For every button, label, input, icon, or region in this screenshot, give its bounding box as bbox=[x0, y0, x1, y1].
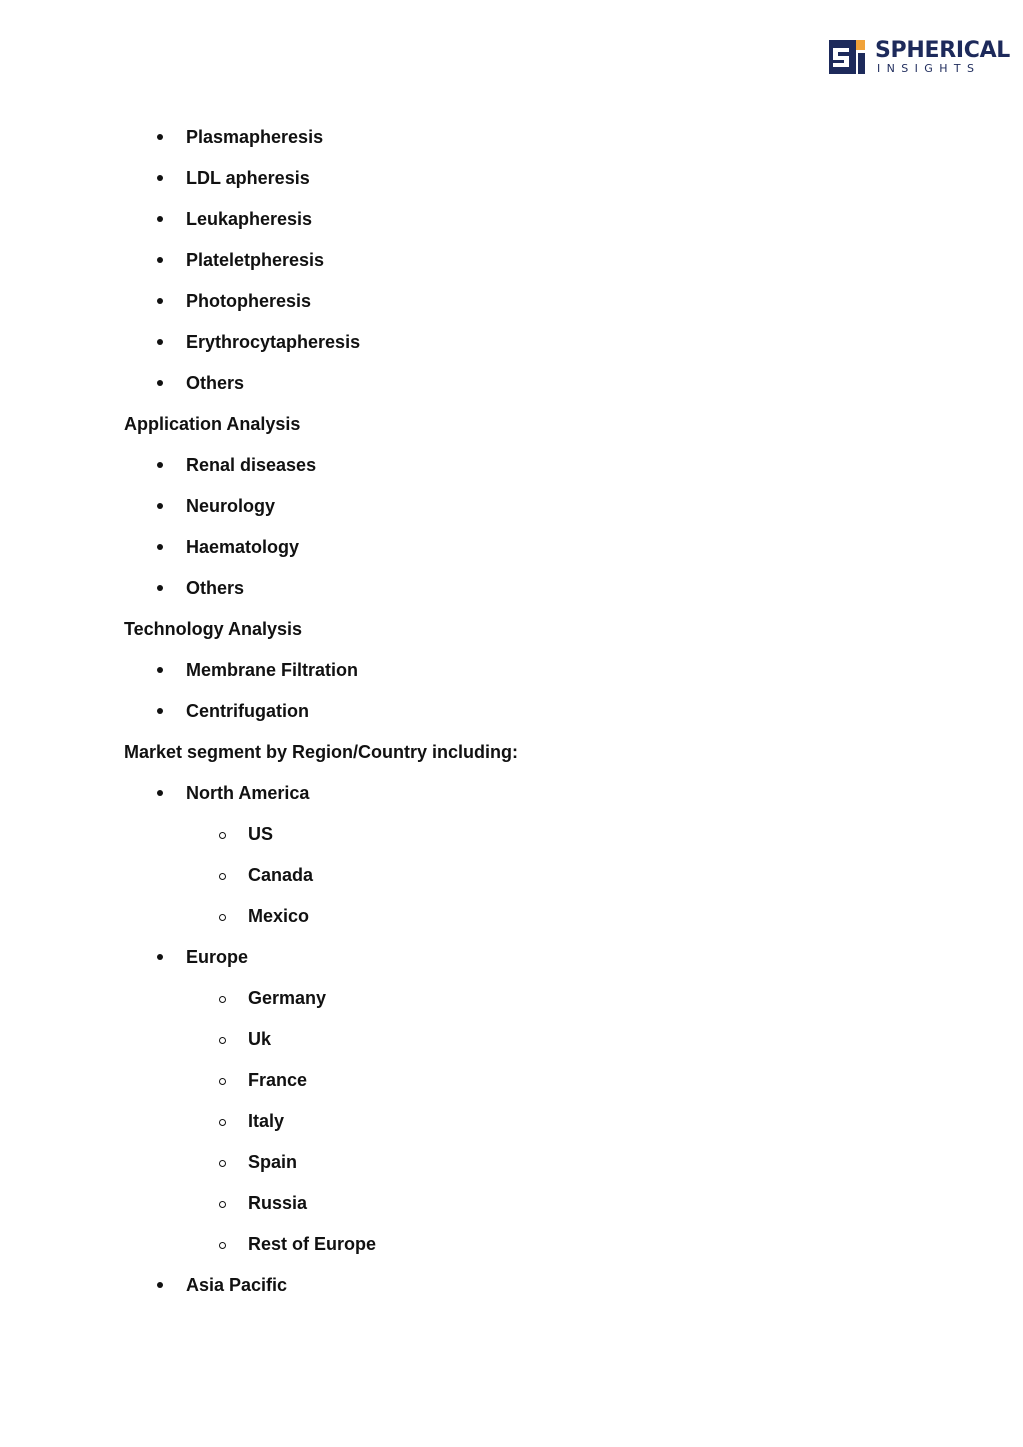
list-item: Plateletpheresis bbox=[186, 247, 324, 273]
logo-subtitle: INSIGHTS bbox=[877, 62, 981, 75]
bullet-icon bbox=[157, 216, 163, 222]
list-item: Plasmapheresis bbox=[186, 124, 323, 150]
list-item-asia-pacific: Asia Pacific bbox=[186, 1272, 287, 1298]
list-item-europe: Europe bbox=[186, 944, 248, 970]
circle-bullet-icon bbox=[219, 1037, 226, 1044]
list-item: Neurology bbox=[186, 493, 275, 519]
list-subitem: Russia bbox=[248, 1190, 307, 1216]
circle-bullet-icon bbox=[219, 1160, 226, 1167]
bullet-icon bbox=[157, 790, 163, 796]
bullet-icon bbox=[157, 1282, 163, 1288]
list-item-north-america: North America bbox=[186, 780, 309, 806]
list-subitem: Mexico bbox=[248, 903, 309, 929]
bullet-icon bbox=[157, 298, 163, 304]
circle-bullet-icon bbox=[219, 1201, 226, 1208]
list-subitem: Italy bbox=[248, 1108, 284, 1134]
list-item: Renal diseases bbox=[186, 452, 316, 478]
list-item: Others bbox=[186, 575, 244, 601]
list-item: Membrane Filtration bbox=[186, 657, 358, 683]
bullet-icon bbox=[157, 175, 163, 181]
region-heading: Market segment by Region/Country including: bbox=[124, 742, 519, 762]
bullet-icon bbox=[157, 134, 163, 140]
circle-bullet-icon bbox=[219, 1119, 226, 1126]
list-item: Erythrocytapheresis bbox=[186, 329, 360, 355]
list-subitem: Rest of Europe bbox=[248, 1231, 376, 1257]
list-subitem: Canada bbox=[248, 862, 313, 888]
circle-bullet-icon bbox=[219, 914, 226, 921]
circle-bullet-icon bbox=[219, 832, 226, 839]
bullet-icon bbox=[157, 544, 163, 550]
bullet-icon bbox=[157, 708, 163, 714]
circle-bullet-icon bbox=[219, 996, 226, 1003]
list-item: Centrifugation bbox=[186, 698, 309, 724]
bullet-icon bbox=[157, 503, 163, 509]
circle-bullet-icon bbox=[219, 873, 226, 880]
spherical-insights-logo bbox=[829, 38, 1011, 76]
list-item: LDL apheresis bbox=[186, 165, 310, 191]
list-subitem: US bbox=[248, 821, 273, 847]
bullet-icon bbox=[157, 339, 163, 345]
application-heading: Application Analysis bbox=[124, 414, 301, 434]
bullet-icon bbox=[157, 257, 163, 263]
bullet-icon bbox=[157, 954, 163, 960]
bullet-icon bbox=[157, 462, 163, 468]
logo-name: SPHERICAL bbox=[875, 38, 1011, 63]
list-subitem: France bbox=[248, 1067, 307, 1093]
list-item: Photopheresis bbox=[186, 288, 311, 314]
list-subitem: Uk bbox=[248, 1026, 271, 1052]
bullet-icon bbox=[157, 380, 163, 386]
bullet-icon bbox=[157, 667, 163, 673]
list-item: Haematology bbox=[186, 534, 299, 560]
logo-mark-icon bbox=[829, 40, 869, 76]
list-subitem: Germany bbox=[248, 985, 326, 1011]
circle-bullet-icon bbox=[219, 1242, 226, 1249]
list-subitem: Spain bbox=[248, 1149, 297, 1175]
circle-bullet-icon bbox=[219, 1078, 226, 1085]
technology-heading: Technology Analysis bbox=[124, 619, 303, 639]
list-item: Leukapheresis bbox=[186, 206, 312, 232]
list-item: Others bbox=[186, 370, 244, 396]
bullet-icon bbox=[157, 585, 163, 591]
